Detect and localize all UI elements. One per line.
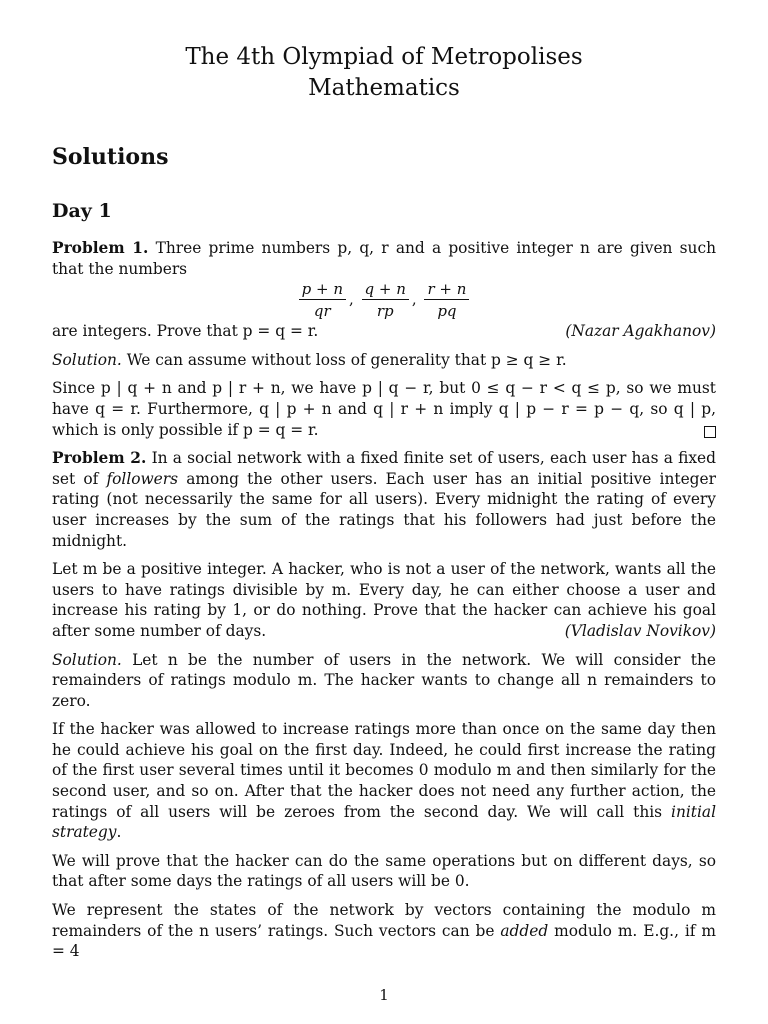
problem-2-different-days: We will prove that the hacker can do the same operations but on different days, so that after some days the ratings of all users will be 0. — [52, 851, 716, 891]
problem-1-conclusion — [52, 321, 716, 342]
solution-1-text: We can assume without loss of generality that p ≥ q ≥ r. — [121, 350, 567, 369]
fraction-2: $\frac{q + n}{rp}$ — [362, 280, 409, 320]
problem-1-author: (Nazar Agakhanov) — [565, 322, 716, 341]
problem-2-goal — [52, 559, 716, 641]
section-heading: Solutions — [52, 144, 169, 170]
problem-1-text: Three prime numbers p, q, r and a positive integer n are given such that the numbers — [52, 239, 716, 278]
problem-1-statement — [52, 238, 716, 279]
problem-2-initial-strategy: If the hacker was allowed to increase ratings more than once on the same day then he could achieve his goal on the first day. Indeed, he could first increase the rating of the first user several times until it becomes 0 modulo m and then similarly for the second user, and so on. After that the hacker does not need any further action, the ratings of all users will be zeroes from the second day. We will call this initial strategy. — [52, 720, 716, 842]
fraction-3: $\frac{r + n}{pq}$ — [424, 280, 469, 320]
problem-2-vectors: We represent the states of the network by vectors containing the modulo m remainders of the n users’ ratings. Such vectors can be added modulo m. E.g., if m = 4 — [52, 901, 716, 961]
title-line-1: The 4th Olympiad of Metropolises — [185, 44, 583, 70]
solution-2-label: Solution. — [52, 650, 122, 669]
problem-1-label: Problem 1. — [52, 239, 149, 257]
problem-2-author: (Vladislav Novikov) — [564, 621, 716, 640]
solution-1-label: Solution. — [52, 350, 122, 369]
fractions-display: $\frac{p + n}{qr}$ , $\frac{q + n}{rp}$ , $\frac{r + n}{pq}$ — [52, 280, 716, 320]
problem-1-solution-intro — [52, 350, 716, 371]
problem-1-prove: are integers. Prove that p = q = r. — [52, 322, 319, 341]
document-title — [52, 42, 716, 104]
page-content — [52, 42, 716, 962]
subsection-heading: Day 1 — [52, 200, 112, 222]
problem-2-goal-text: Let m be a positive integer. A hacker, who is not a user of the network, wants all the users to have ratings divisible by m. Every day, he can either choose a user and increase his rating by 1, or do nothing. Prove that the hacker can achieve his goal after some number of days. — [52, 560, 716, 640]
problem-2-label: Problem 2. — [52, 449, 147, 468]
qed-box-icon — [704, 426, 716, 438]
fraction-1: $\frac{p + n}{qr}$ — [299, 280, 346, 320]
solution-1-body: Since p | q + n and p | r + n, we have p | q − r, but 0 ≤ q − r < q ≤ p, so we must have q = r. Furthermore, q | p + n and q | r + n imply q | p − r = p − q, so q | p, which is only possible if p = q = r. — [52, 379, 716, 439]
problem-1-solution-body — [52, 378, 716, 440]
title-line-2: Mathematics — [308, 75, 460, 101]
problem-2-statement: Problem 2. In a social network with a fixed finite set of users, each user has a fixed set of followers among the other users. Each user has an initial positive integer rating (not necessarily the same for all users). Every midnight the rating of every user increases by the sum of the ratings that his followers had just before the midnight. — [52, 449, 716, 550]
problem-2-solution-intro: Solution. Let n be the number of users in the network. We will consider the remainders of ratings modulo m. The hacker wants to change all n remainders to zero. — [52, 650, 716, 710]
page-number: 1 — [379, 986, 389, 1004]
